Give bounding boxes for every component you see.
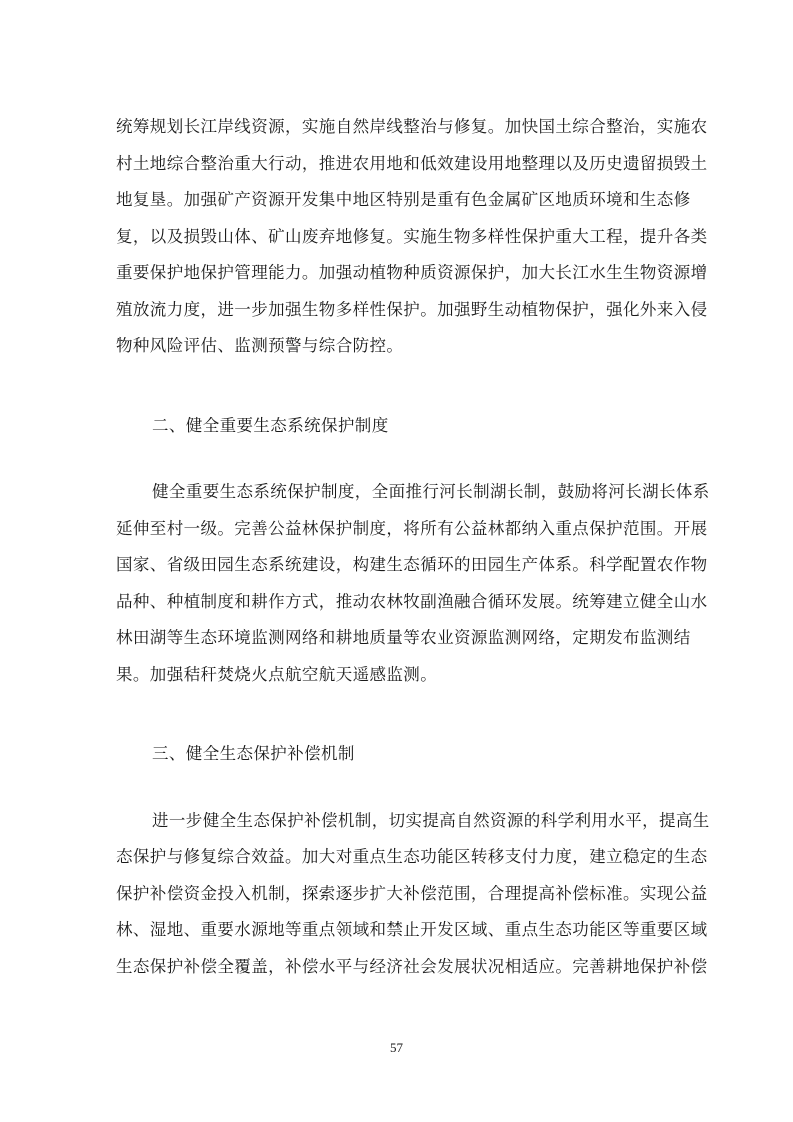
paragraph-line: 林、湿地、重要水源地等重点领域和禁止开发区域、重点生态功能区等重要区域 [116, 920, 708, 939]
paragraph-line: 重要保护地保护管理能力。加强动植物种质资源保护，加大长江水生生物资源增 [116, 263, 708, 282]
section-heading: 二、健全重要生态系统保护制度 [152, 416, 389, 435]
paragraph-line: 态保护与修复综合效益。加大对重点生态功能区转移支付力度，建立稳定的生态 [116, 847, 708, 866]
paragraph-line: 生态保护补偿全覆盖，补偿水平与经济社会发展状况相适应。完善耕地保护补偿 [116, 957, 708, 976]
paragraph-line: 进一步健全生态保护补偿机制，切实提高自然资源的科学利用水平，提高生 [152, 811, 710, 830]
paragraph-line: 物种风险评估、监测预警与综合防控。 [116, 336, 404, 355]
paragraph-line: 统筹规划长江岸线资源，实施自然岸线整治与修复。加快国土综合整治，实施农 [116, 117, 708, 136]
paragraph-line: 殖放流力度，进一步加强生物多样性保护。加强野生动植物保护，强化外来入侵 [116, 300, 708, 319]
section-heading: 三、健全生态保护补偿机制 [152, 744, 355, 763]
paragraph-line: 保护补偿资金投入机制，探索逐步扩大补偿范围，合理提高补偿标准。实现公益 [116, 884, 708, 903]
paragraph-line: 健全重要生态系统保护制度，全面推行河长制湖长制，鼓励将河长湖长体系 [152, 482, 710, 501]
paragraph-line: 复，以及损毁山体、矿山废弃地修复。实施生物多样性保护重大工程，提升各类 [116, 227, 708, 246]
paragraph-line: 国家、省级田园生态系统建设，构建生态循环的田园生产体系。科学配置农作物 [116, 555, 708, 574]
paragraph-line: 村土地综合整治重大行动，推进农用地和低效建设用地整理以及历史遗留损毁土 [116, 154, 708, 173]
paragraph-line: 林田湖等生态环境监测网络和耕地质量等农业资源监测网络，定期发布监测结 [116, 628, 691, 647]
paragraph-line: 果。加强秸秆焚烧火点航空航天遥感监测。 [116, 665, 438, 684]
paragraph-line: 品种、种植制度和耕作方式，推动农林牧副渔融合循环发展。统筹建立健全山水 [116, 592, 708, 611]
page-number: 57 [390, 1040, 403, 1055]
paragraph-line: 延伸至村一级。完善公益林保护制度，将所有公益林都纳入重点保护范围。开展 [116, 519, 708, 538]
paragraph-line: 地复垦。加强矿产资源开发集中地区特别是重有色金属矿区地质环境和生态修 [116, 190, 691, 209]
